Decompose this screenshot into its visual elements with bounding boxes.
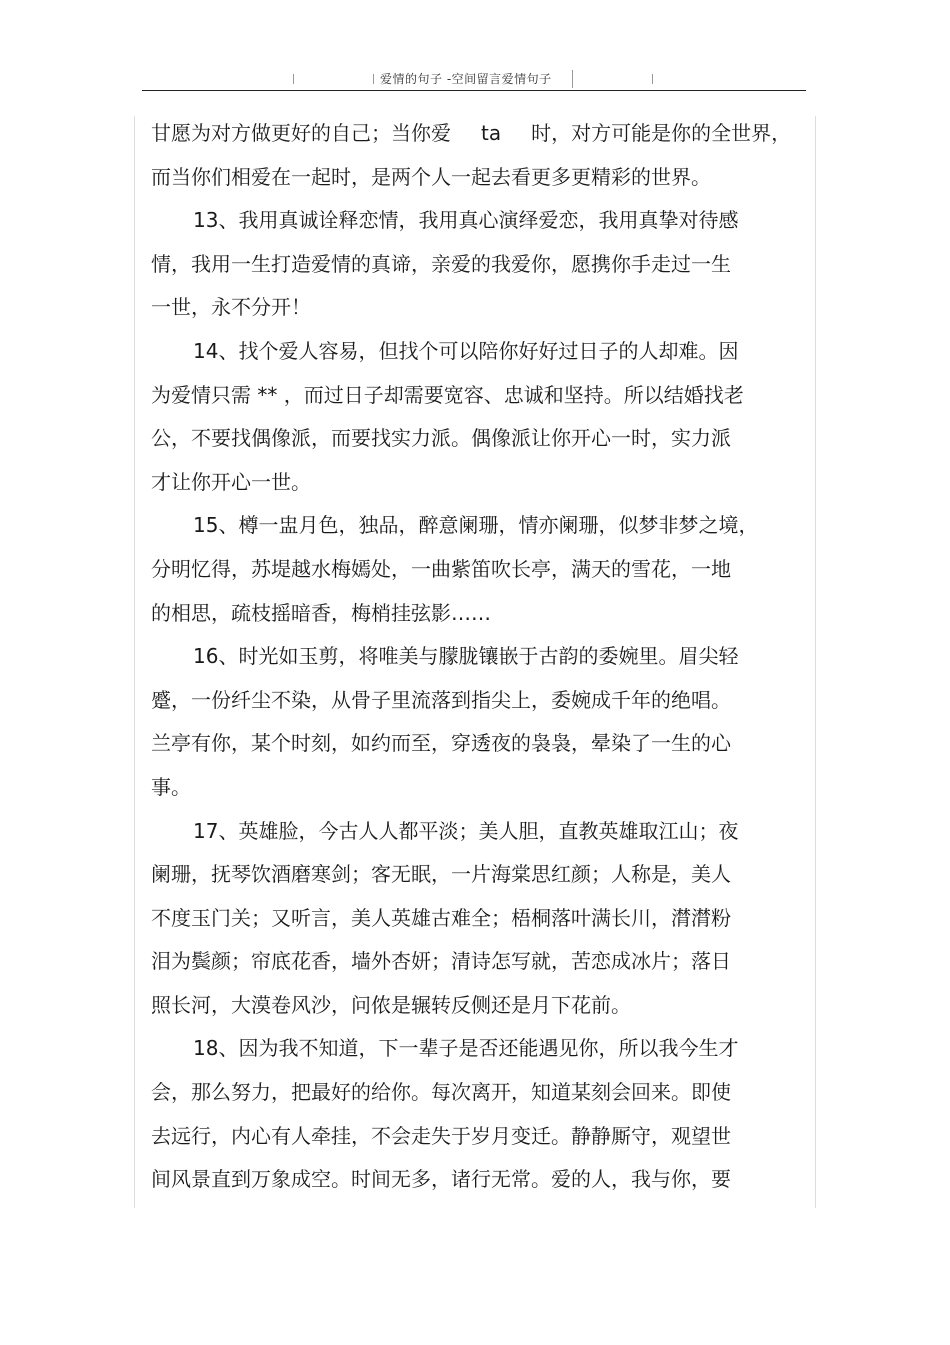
text-line: 公，不要找偶像派，而要找实力派。偶像派让你开心一时，实力派: [151, 426, 731, 451]
text-line: 15、樽一盅月色，独品，醉意阑珊，情亦阑珊，似梦非梦之境，: [193, 513, 759, 538]
text-line: 泪为鬓颜；帘底花香，墙外杏妍；清诗怎写就，苦恋成冰片；落日: [151, 949, 731, 974]
text-line: 会，那么努力，把最好的给你。每次离开，知道某刻会回来。即使: [151, 1080, 731, 1105]
text-line: 蹙，一份纤尘不染，从骨子里流落到指尖上，委婉成千年的绝唱。: [151, 687, 731, 712]
header-title: 爱情的句子 -空间留言爱情句子: [380, 72, 552, 86]
text-fragment: 时，对方可能是你的全世界，: [531, 121, 792, 145]
text-line: 去远行，内心有人牵挂，不会走失于岁月变迁。静静厮守，观望世: [151, 1123, 731, 1148]
text-line: 才让你开心一世。: [151, 469, 311, 494]
text-fragment: ta: [481, 121, 502, 145]
header-tick: [572, 70, 573, 88]
right-margin-line: [815, 116, 816, 1208]
page-header: [0, 68, 950, 88]
text-line: 分明忆得，苏堤越水梅嫣处，一曲紫笛吹长亭，满天的雪花，一地: [151, 556, 731, 581]
text-line: 情，我用一生打造爱情的真谛，亲爱的我爱你，愿携你手走过一生: [151, 251, 731, 276]
text-line: 一世，永不分开！: [151, 295, 311, 320]
header-tick: [293, 74, 294, 84]
text-line: 兰亭有你，某个时刻，如约而至，穿透夜的袅袅，晕染了一生的心: [151, 731, 731, 756]
header-tick: [652, 74, 653, 84]
text-line: 为爱情只需 ** ，而过日子却需要宽容、忠诚和坚持。所以结婚找老: [151, 382, 744, 407]
text-line: 阑珊，抚琴饮酒磨寒剑；客无眠，一片海棠思红颜；人称是，美人: [151, 862, 731, 887]
text-line: 18、因为我不知道，下一辈子是否还能遇见你，所以我今生才: [193, 1036, 739, 1061]
text-line: 事。: [151, 774, 191, 799]
text-line: 而当你们相爱在一起时，是两个人一起去看更多更精彩的世界。: [151, 164, 711, 189]
text-line: 14、找个爱人容易，但找个可以陪你好好过日子的人却难。因: [193, 338, 739, 363]
header-tick: [373, 74, 374, 84]
text-line: [151, 112, 801, 156]
text-line: 不度玉门关；又听言，美人英雄古难全；梧桐落叶满长川，潸潸粉: [151, 905, 731, 930]
left-margin-line: [134, 116, 135, 1208]
text-line: 17、英雄脸，今古人人都平淡；美人胆，直教英雄取江山；夜: [193, 818, 739, 843]
text-fragment: 甘愿为对方做更好的自己；当你爱: [151, 121, 451, 145]
text-line: 间风景直到万象成空。时间无多，诸行无常。爱的人，我与你，要: [151, 1167, 731, 1192]
text-line: 照长河，大漠卷风沙，问侬是辗转反侧还是月下花前。: [151, 992, 631, 1017]
text-line: 13、我用真诚诠释恋情，我用真心演绎爱恋，我用真挚对待感: [193, 208, 739, 233]
document-body: [151, 112, 801, 1202]
header-rule: [142, 90, 806, 91]
text-line: 16、时光如玉剪，将唯美与朦胧镶嵌于古韵的委婉里。眉尖轻: [193, 644, 739, 669]
text-line: 的相思，疏枝摇暗香，梅梢挂弦影……: [151, 600, 491, 625]
